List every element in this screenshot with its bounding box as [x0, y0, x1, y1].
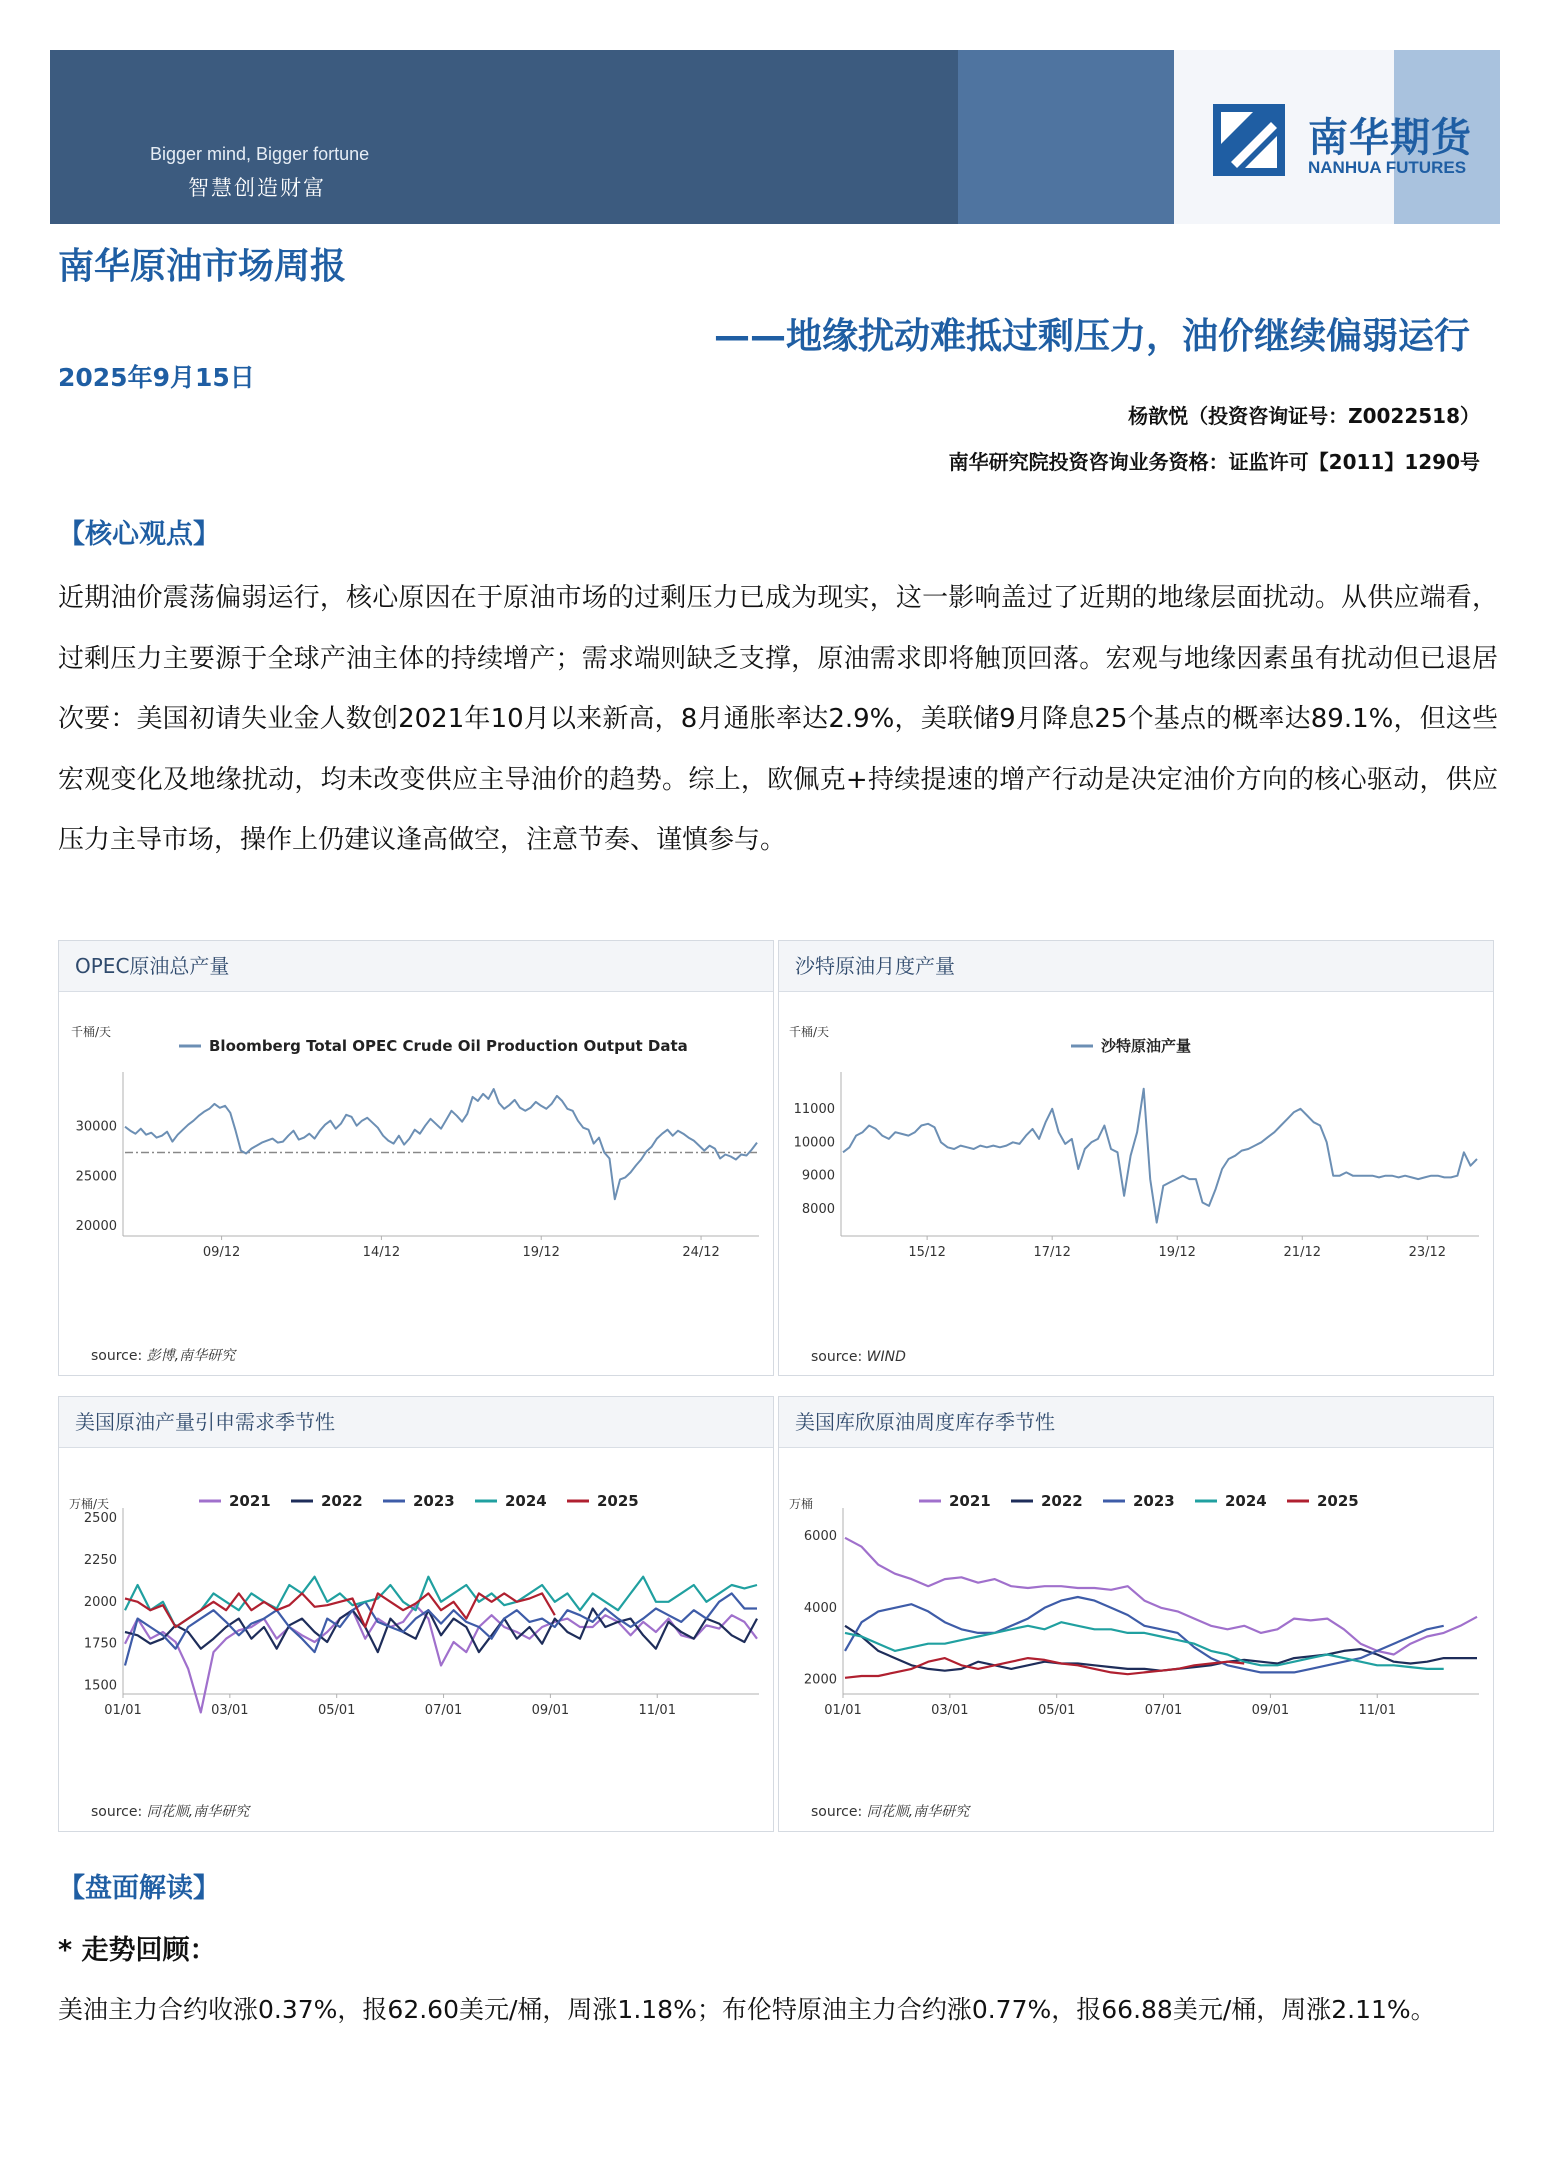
legend-label: 2021: [949, 1492, 991, 1510]
slogan-en: Bigger mind, Bigger fortune: [150, 144, 370, 164]
legend-label: 2022: [1041, 1492, 1083, 1510]
nanhua-logo-icon: [1213, 104, 1285, 176]
legend-label: 2025: [1317, 1492, 1359, 1510]
chart-panel-opec: [58, 940, 774, 1376]
series-line-1: [125, 1089, 757, 1199]
opec-production-chart: [59, 992, 773, 1292]
legend-label: Bloomberg Total OPEC Crude Oil Production Output Data: [209, 1037, 688, 1055]
y-tick-label: 2000: [803, 1672, 837, 1688]
x-tick-label: 19/12: [1158, 1245, 1196, 1260]
y-tick-label: 9000: [801, 1168, 835, 1184]
unit-label: 千桶/天: [71, 1025, 112, 1039]
saudi-production-chart: [779, 992, 1493, 1292]
license-line: 南华研究院投资咨询业务资格：证监许可【2011】1290号: [948, 450, 1480, 474]
header-banner: [50, 50, 1500, 224]
x-tick-label: 11/01: [638, 1703, 676, 1718]
y-tick-label: 10000: [793, 1135, 835, 1151]
source-value: 同花顺,南华研究: [866, 1804, 970, 1820]
chart-panel-us-demand: [58, 1396, 774, 1832]
source-label: source:: [811, 1804, 863, 1820]
x-tick-label: 01/01: [104, 1703, 142, 1718]
x-tick-label: 03/01: [931, 1703, 969, 1718]
core-heading: 【核心观点】: [58, 519, 220, 550]
y-tick-label: 2250: [83, 1552, 117, 1568]
x-tick-label: 05/01: [317, 1703, 356, 1718]
source-value: 同花顺,南华研究: [146, 1804, 250, 1820]
legend-label: 2023: [413, 1492, 455, 1510]
x-tick-label: 14/12: [362, 1245, 401, 1260]
panel-title: OPEC原油总产量: [59, 941, 773, 992]
y-tick-label: 8000: [801, 1202, 835, 1218]
series-line-4: [125, 1577, 757, 1627]
y-tick-label: 20000: [75, 1219, 117, 1235]
legend-label: 沙特原油产量: [1101, 1037, 1192, 1055]
source-note: [91, 1801, 249, 1821]
x-tick-label: 09/01: [531, 1703, 570, 1718]
x-tick-label: 15/12: [908, 1245, 946, 1260]
x-tick-label: 01/01: [824, 1703, 862, 1718]
market-heading: 【盘面解读】: [58, 1873, 220, 1904]
source-value: WIND: [866, 1349, 906, 1365]
author-line: 杨歆悦（投资咨询证号：Z0022518）: [1128, 404, 1480, 428]
core-paragraph: 近期油价震荡偏弱运行，核心原因在于原油市场的过剩压力已成为现实，这一影响盖过了近期的地缘层面扰动。从供应端看，过剩压力主要源于全球产油主体的持续增产；需求端则缺乏支撑，原油需求即将触顶回落。宏观与地缘因素虽有扰动但已退居次要：美国初请失业金人数创2021年10月以来新高，8月通胀率达2.9%，美联储9月降息25个基点的概率达89.1%，但这些宏观变化及地缘扰动，均未改变供应主导油价的趋势。综上，欧佩克+持续提速的增产行动是决定油价方向的核心驱动，供应压力主导市场，操作上仍建议逢高做空，注意节奏、谨慎参与。: [58, 583, 1498, 855]
y-tick-label: 2000: [83, 1594, 117, 1610]
cushing-inventory-chart: [779, 1448, 1493, 1748]
x-tick-label: 23/12: [1408, 1245, 1447, 1260]
us-implied-demand-chart: [59, 1448, 773, 1748]
y-tick-label: 30000: [75, 1119, 117, 1135]
source-label: source:: [811, 1349, 863, 1365]
x-tick-label: 07/01: [1144, 1703, 1183, 1718]
report-subtitle: ——地缘扰动难抵过剩压力，油价继续偏弱运行: [713, 316, 1470, 357]
source-label: source:: [91, 1804, 143, 1820]
unit-label: 万桶/天: [69, 1497, 110, 1511]
series-line-1: [125, 1605, 757, 1712]
legend-label: 2024: [505, 1492, 547, 1510]
series-line-4: [845, 1622, 1444, 1669]
logo-text-en: NANHUA FUTURES: [1308, 158, 1467, 177]
panel-title: 美国库欣原油周度库存季节性: [779, 1397, 1493, 1448]
review-title: * 走势回顾：: [58, 1935, 217, 1966]
source-note: [91, 1345, 235, 1365]
legend-label: 2023: [1133, 1492, 1175, 1510]
report-date: 2025年9月15日: [58, 363, 255, 392]
x-tick-label: 03/01: [211, 1703, 249, 1718]
x-tick-label: 07/01: [424, 1703, 463, 1718]
x-tick-label: 21/12: [1283, 1245, 1322, 1260]
legend-label: 2021: [229, 1492, 271, 1510]
y-tick-label: 25000: [75, 1169, 117, 1185]
y-tick-label: 11000: [793, 1101, 835, 1117]
y-tick-label: 6000: [803, 1528, 837, 1544]
legend-label: 2024: [1225, 1492, 1267, 1510]
panel-title: 美国原油产量引申需求季节性: [59, 1397, 773, 1448]
y-tick-label: 1750: [83, 1636, 117, 1652]
x-tick-label: 24/12: [682, 1245, 720, 1260]
legend-label: 2025: [597, 1492, 639, 1510]
banner-stripe: [958, 50, 1174, 224]
source-value: 彭博,南华研究: [146, 1348, 236, 1364]
unit-label: 千桶/天: [789, 1025, 830, 1039]
report-title: 南华原油市场周报: [58, 246, 347, 287]
y-tick-label: 2500: [83, 1511, 117, 1526]
source-note: [811, 1349, 906, 1365]
source-label: source:: [91, 1348, 143, 1364]
x-tick-label: 09/12: [202, 1245, 241, 1260]
source-note: [811, 1801, 969, 1821]
series-line-3: [125, 1593, 757, 1665]
chart-panel-cushing: [778, 1396, 1494, 1832]
slogan-cn: 智慧创造财富: [188, 176, 326, 200]
market-paragraph: 美油主力合约收涨0.37%，报62.60美元/桶，周涨1.18%；布伦特原油主力合约涨0.77%，报66.88美元/桶，周涨2.11%。: [58, 1995, 1436, 2024]
x-tick-label: 11/01: [1358, 1703, 1396, 1718]
panel-title: 沙特原油月度产量: [779, 941, 1493, 992]
x-tick-label: 17/12: [1033, 1245, 1071, 1260]
logo-text-cn: 南华期货: [1308, 115, 1472, 161]
series-line-5: [125, 1593, 555, 1627]
y-tick-label: 1500: [83, 1678, 117, 1694]
unit-label: 万桶: [789, 1497, 814, 1511]
chart-panel-saudi: [778, 940, 1494, 1376]
legend-label: 2022: [321, 1492, 363, 1510]
x-tick-label: 09/01: [1251, 1703, 1290, 1718]
x-tick-label: 19/12: [522, 1245, 560, 1260]
y-tick-label: 4000: [803, 1600, 837, 1616]
series-line-1: [843, 1089, 1477, 1223]
x-tick-label: 05/01: [1037, 1703, 1076, 1718]
